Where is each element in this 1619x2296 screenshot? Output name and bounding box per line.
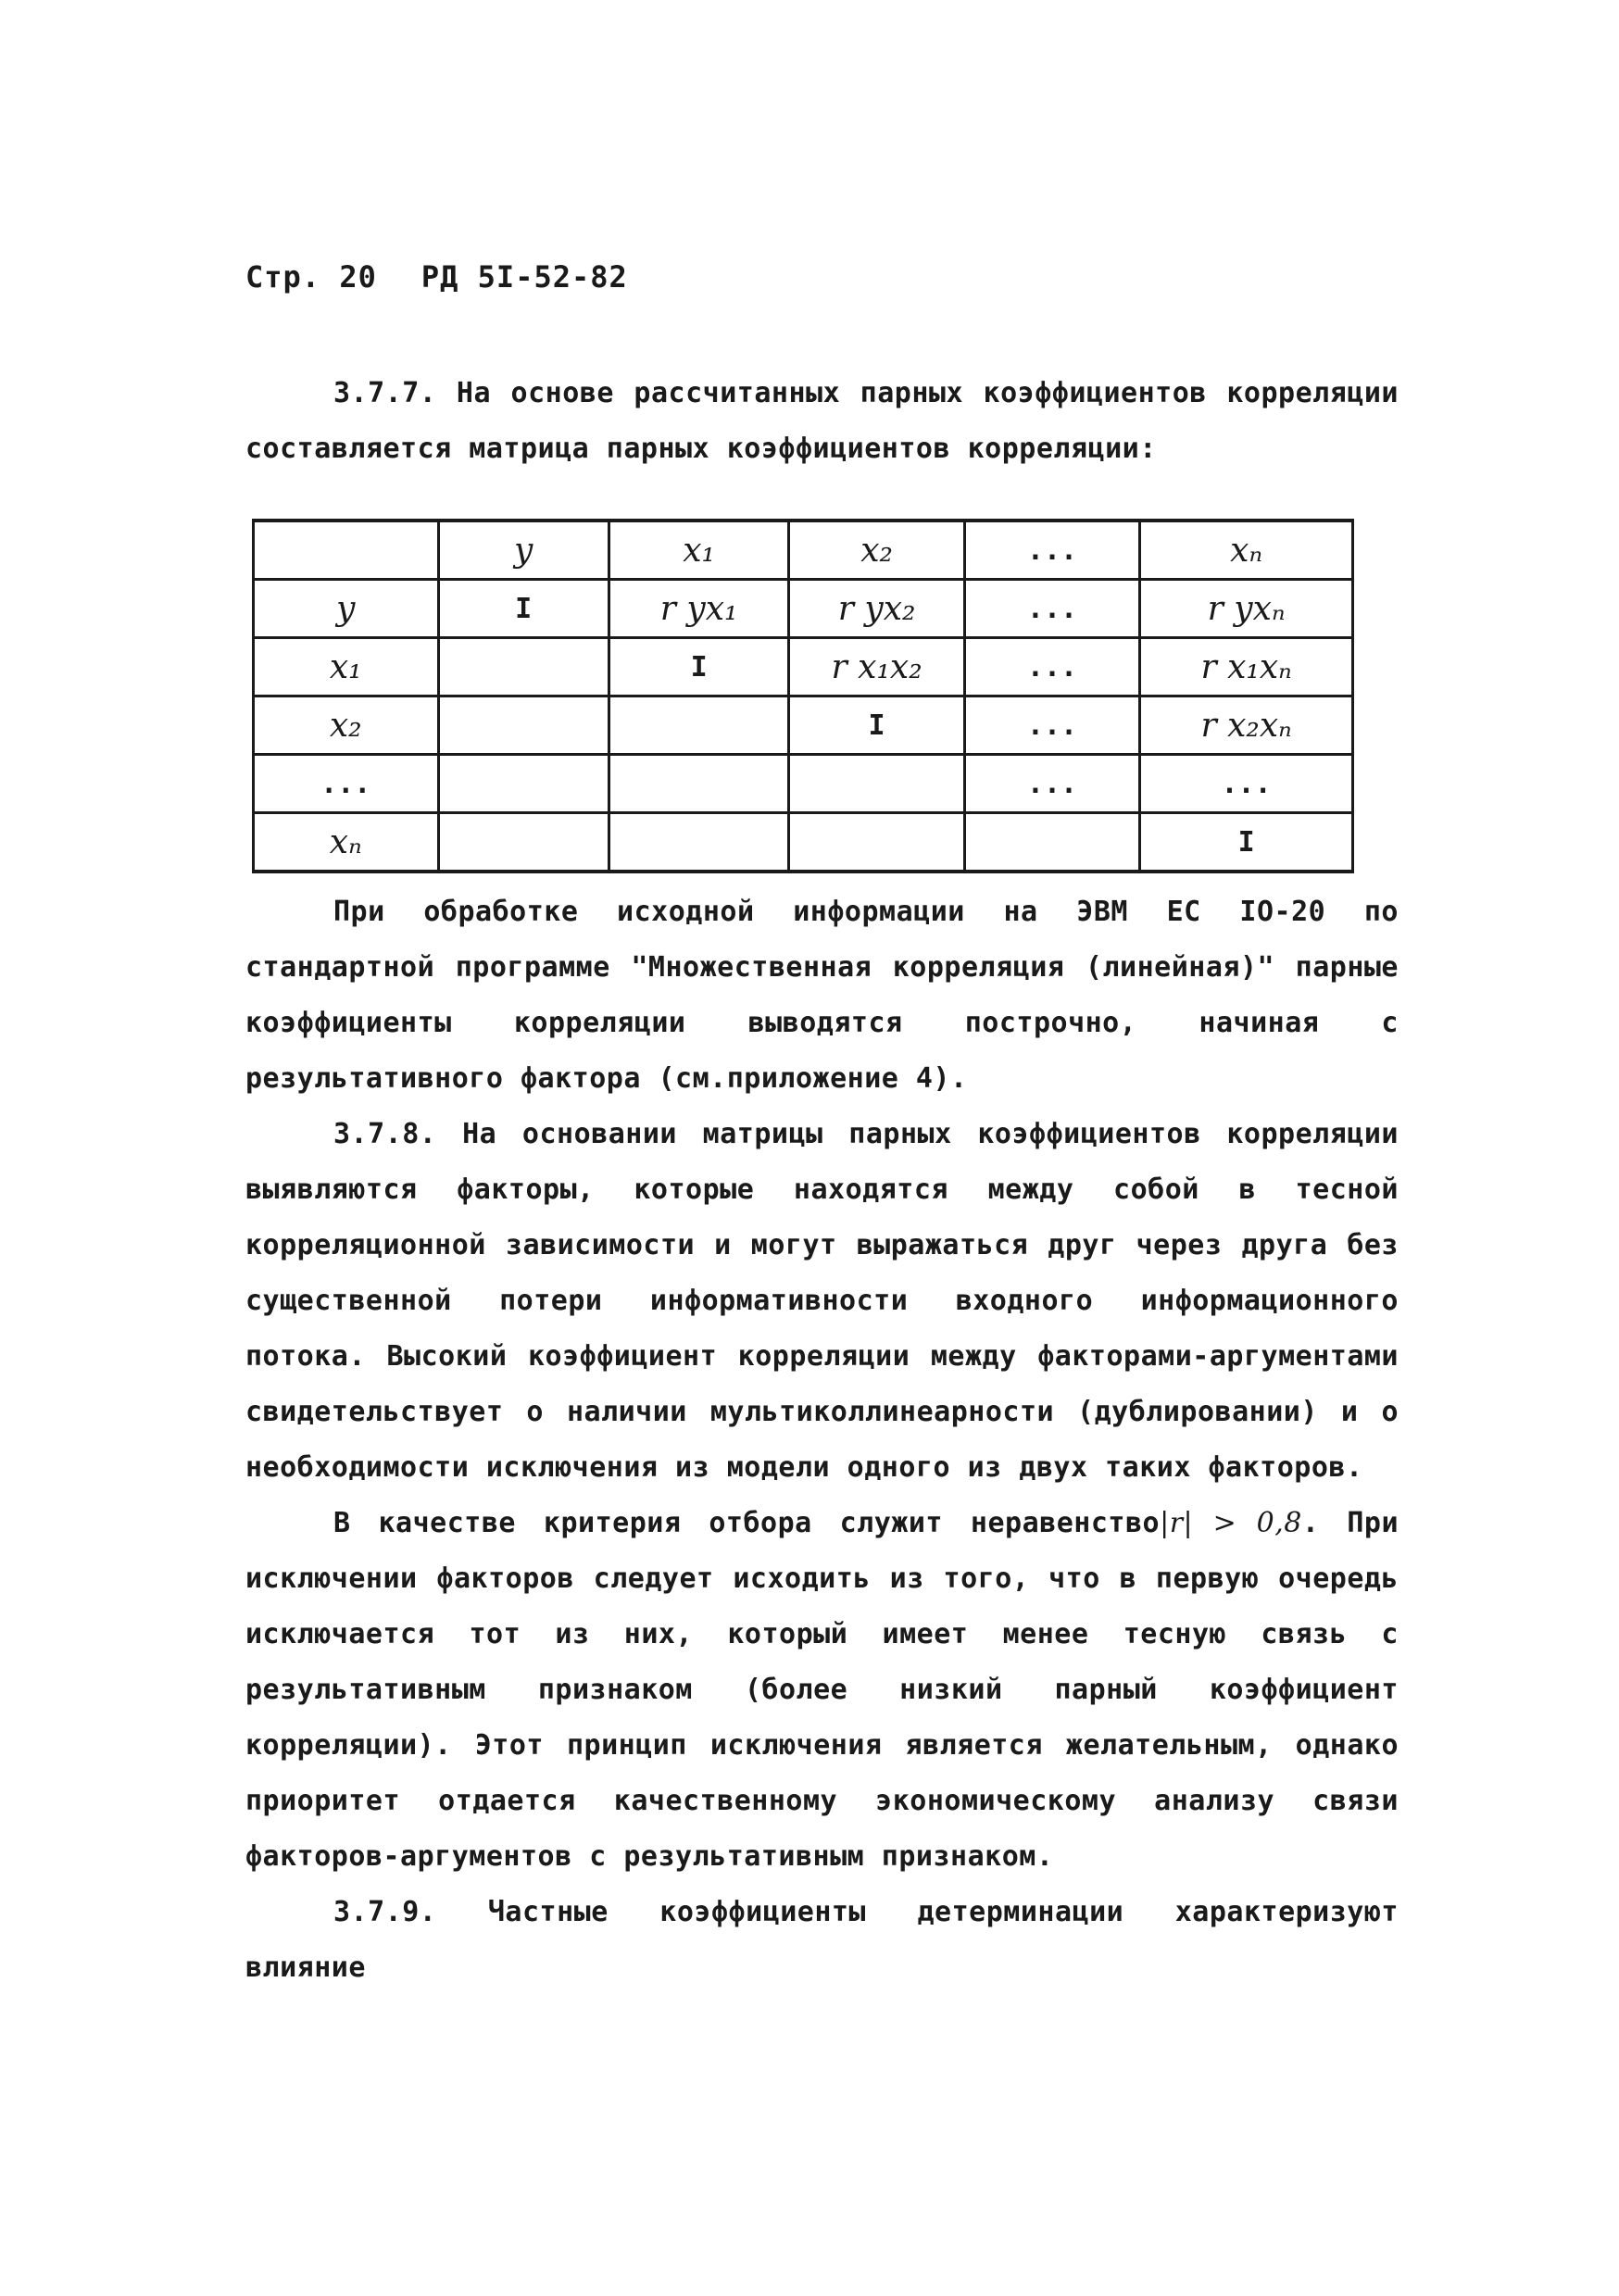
matrix-row-label: x₁ bbox=[254, 638, 439, 696]
paragraph-selection-criterion bbox=[245, 1496, 1399, 1885]
paragraph-processing-info: При обработке исходной информации на ЭВМ ЕС IO-20 по стандартной программе "Множественная корреляция (линейная)" парные коэффициенты корреляции выводятся построчно, начиная с результативного фактора (см.приложение 4). bbox=[245, 896, 1399, 1095]
matrix-row bbox=[254, 580, 1353, 638]
matrix-cell: I bbox=[789, 696, 964, 755]
matrix-cell: r yx₁ bbox=[609, 580, 788, 638]
document-code: РД 5I-52-82 bbox=[420, 259, 628, 295]
matrix-cell: r yxₙ bbox=[1140, 580, 1353, 638]
matrix-cell: I bbox=[438, 580, 609, 638]
matrix-cell bbox=[609, 755, 788, 813]
matrix-cell: I bbox=[1140, 813, 1353, 872]
matrix-corner-cell bbox=[254, 521, 439, 580]
matrix-cell bbox=[964, 813, 1139, 872]
matrix-cell: r yx₂ bbox=[789, 580, 964, 638]
matrix-cell bbox=[789, 813, 964, 872]
paragraph-3-7-8: 3.7.8. На основании матрицы парных коэффициентов корреляции выявляются факторы, которые находятся между собой в тесной корреляционной зависимости и могут выражаться друг через друга без существенной потери информативности входного информационного потока. Высокий коэффициент корреляции между факторами-аргументами свидетельствует о наличии мультиколлинеарности (дублировании) и о необходимости исключения из модели одного из двух таких факторов. bbox=[245, 1118, 1399, 1484]
page-number: Стр. 20 bbox=[245, 259, 377, 295]
matrix-cell: ... bbox=[964, 580, 1139, 638]
matrix-header-cell: xₙ bbox=[1140, 521, 1353, 580]
matrix-cell bbox=[609, 696, 788, 755]
correlation-matrix-table bbox=[252, 519, 1354, 873]
inequality-formula: |r| > 0,8 bbox=[1160, 1507, 1302, 1539]
matrix-header-row bbox=[254, 521, 1353, 580]
matrix-cell bbox=[438, 755, 609, 813]
matrix-header-cell: x₁ bbox=[609, 521, 788, 580]
matrix-cell: ... bbox=[1140, 755, 1353, 813]
matrix-header-cell: ... bbox=[964, 521, 1139, 580]
matrix-cell: r x₂xₙ bbox=[1140, 696, 1353, 755]
matrix-row bbox=[254, 696, 1353, 755]
matrix-cell: r x₁xₙ bbox=[1140, 638, 1353, 696]
matrix-cell bbox=[438, 638, 609, 696]
paragraph-3-7-9: 3.7.9. Частные коэффициенты детерминации характеризуют влияние bbox=[245, 1896, 1399, 1984]
matrix-cell: ... bbox=[964, 638, 1139, 696]
matrix-header-cell: x₂ bbox=[789, 521, 964, 580]
matrix-cell: ... bbox=[964, 755, 1139, 813]
matrix-cell: r x₁x₂ bbox=[789, 638, 964, 696]
paragraph-3-7-7: 3.7.7. На основе рассчитанных парных коэффициентов корреляции составляется матрица парных коэффициентов корреляции: bbox=[245, 377, 1399, 465]
matrix-row-label: x₂ bbox=[254, 696, 439, 755]
matrix-row-label: ... bbox=[254, 755, 439, 813]
page-header bbox=[245, 259, 672, 295]
matrix-cell bbox=[438, 813, 609, 872]
matrix-row-label: y bbox=[254, 580, 439, 638]
matrix-row bbox=[254, 638, 1353, 696]
matrix-cell bbox=[438, 696, 609, 755]
matrix-row bbox=[254, 813, 1353, 872]
matrix-cell: I bbox=[609, 638, 788, 696]
criterion-text: В качестве критерия отбора служит неравенство bbox=[333, 1507, 1161, 1539]
matrix-row bbox=[254, 755, 1353, 813]
matrix-cell bbox=[609, 813, 788, 872]
criterion-continuation: . При исключении факторов следует исходить из того, что в первую очередь исключается тот из них, который имеет менее тесную связь с результативным признаком (более низкий парный коэффициент корреляции). Этот принцип исключения является желательным, однако приоритет отдается качественному экономическому анализу связи факторов-аргументов с результативным признаком. bbox=[245, 1507, 1399, 1873]
matrix-cell: ... bbox=[964, 696, 1139, 755]
matrix-row-label: xₙ bbox=[254, 813, 439, 872]
matrix-cell bbox=[789, 755, 964, 813]
matrix-header-cell: y bbox=[438, 521, 609, 580]
